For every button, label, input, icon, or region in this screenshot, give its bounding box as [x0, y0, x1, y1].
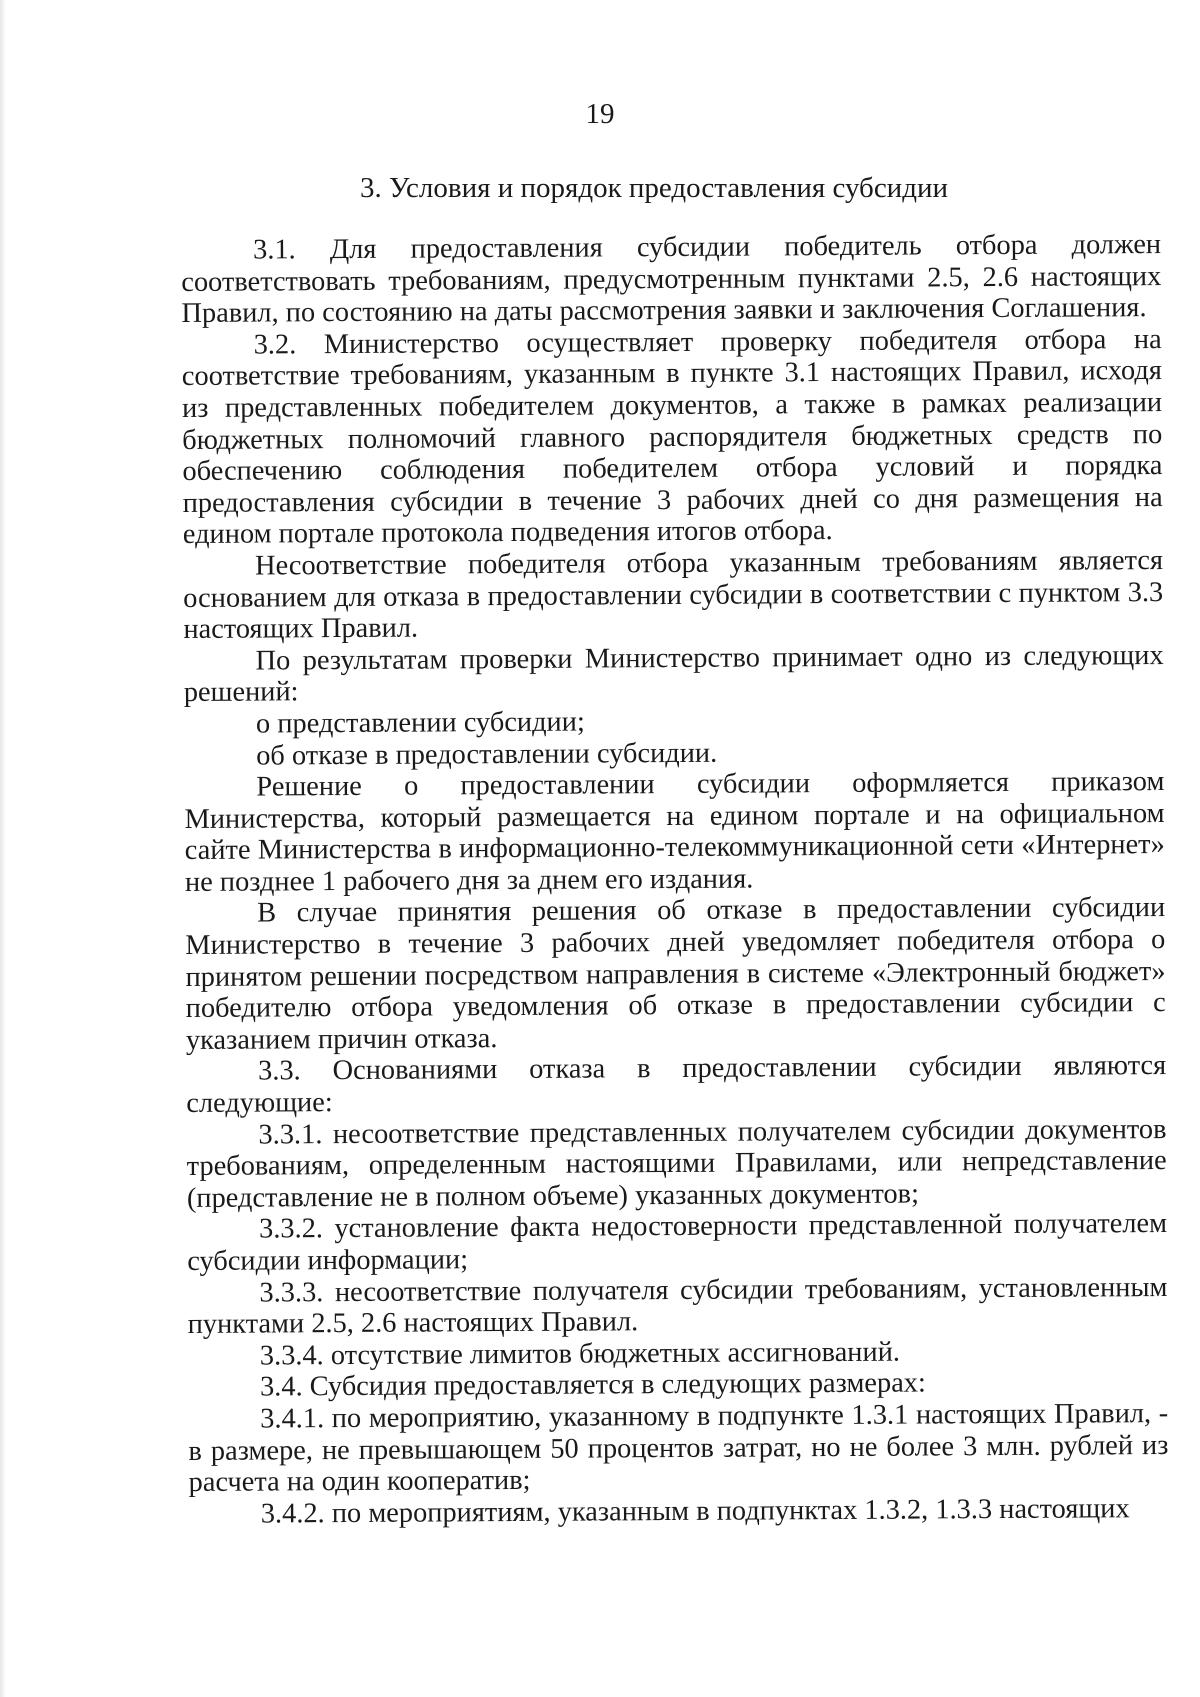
paragraph-3-3-3: 3.3.3. несоответствие получателя субсидии требованиям, установленным пунктами 2.5, 2.6 настоящих Правил.	[187, 1271, 1168, 1341]
scan-edge-shadow	[0, 0, 6, 1697]
document-body	[181, 229, 1169, 1530]
paragraph-3-3-2: 3.3.2. установление факта недостоверности представленной получателем субсидии информации;	[187, 1208, 1168, 1277]
decision-option-refuse: об отказе в предоставлении субсидии.	[256, 737, 718, 772]
paragraph-decision-order: Решение о предоставлении субсидии оформляется приказом Министерства, который размещается на едином портале и на официальном сайте Министерства в информационно-телекоммуникационной сети «Интернет» не позднее 1 рабочего дня за днем его издания.	[184, 766, 1165, 898]
section-title: 3. Условия и порядок предоставления субсидии	[360, 172, 949, 204]
paragraph-3-4-2: 3.4.2. по мероприятиям, указанным в подпунктах 1.3.2, 1.3.3 настоящих	[260, 1492, 1130, 1530]
paragraph-refusal-notice: В случае принятия решения об отказе в предоставлении субсидии Министерство в течение 3 рабочих дней уведомляет победителя отбора о принятом решении посредством направления в системе «Электронный бюджет» победителю отбора уведомления об отказе в предоставлении субсидии с указанием причин отказа.	[185, 892, 1166, 1056]
paragraph-noncompliance: Несоответствие победителя отбора указанным требованиям является основанием для отказа в предоставлении субсидии в соответствии с пунктом 3.3 настоящих Правил.	[183, 544, 1164, 646]
paragraph-check-results: По результатам проверки Министерство принимает одно из следующих решений:	[183, 639, 1164, 709]
paragraph-3-1: 3.1. Для предоставления субсидии победитель отбора должен соответствовать требованиям, предусмотренным пунктами 2.5, 2.6 настоящих Правил, по состоянию на даты рассмотрения заявки и заключения Соглашения.	[181, 229, 1162, 330]
page-number: 19	[585, 98, 615, 130]
paragraph-3-3: 3.3. Основаниями отказа в предоставлении субсидии являются следующие:	[186, 1050, 1167, 1120]
paragraph-3-2: 3.2. Министерство осуществляет проверку победителя отбора на соответствие требованиям, указанным в пункте 3.1 настоящих Правил, исходя из представленных победителем документов, а также в рамках реализации бюджетных полномочий главного распорядителя бюджетных средств по обеспечению соблюдения победителем отбора условий и порядка предоставления субсидии в течение 3 рабочих дней со дня размещения на едином портале протокола подведения итогов отбора.	[181, 323, 1163, 551]
paragraph-3-3-1: 3.3.1. несоответствие представленных получателем субсидии документов требованиям, определенным настоящими Правилами, или непредставление (представление не в полном объеме) указанных документов;	[186, 1113, 1167, 1214]
paragraph-3-3-4: 3.3.4. отсутствие лимитов бюджетных ассигнований.	[259, 1336, 901, 1372]
paragraph-3-4: 3.4. Субсидия предоставляется в следующих размерах:	[259, 1367, 926, 1403]
paragraph-3-4-1: 3.4.1. по мероприятию, указанному в подпункте 1.3.1 настоящих Правил, - в размере, не превышающем 50 процентов затрат, но не более 3 млн. рублей из расчета на один кооператив;	[188, 1397, 1169, 1499]
decision-option-grant: о представлении субсидии;	[255, 706, 585, 740]
